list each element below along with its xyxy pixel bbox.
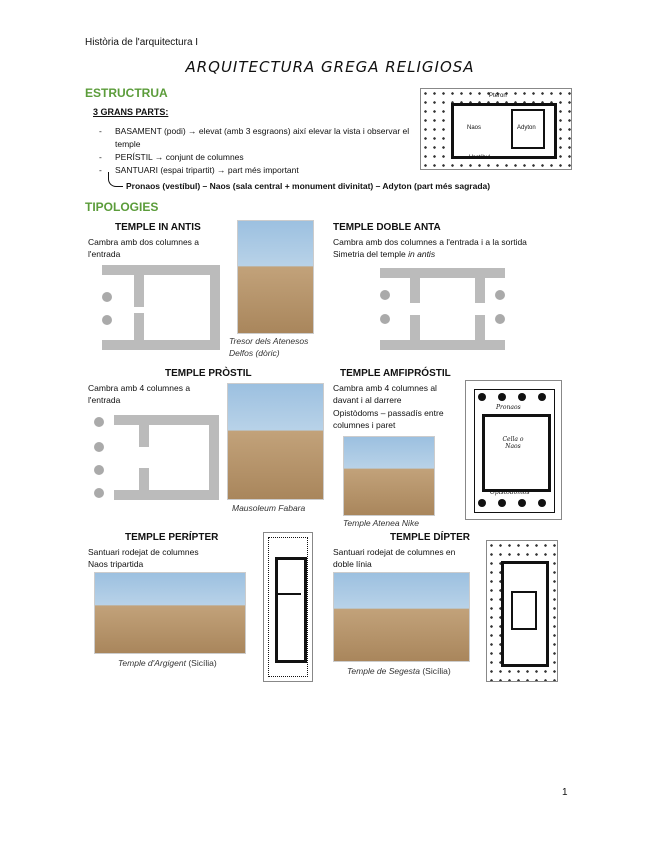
- dipter-desc: Santuari rodejat de columnes en doble línia: [333, 547, 456, 569]
- peripter-desc-2: Naos tripartida: [88, 559, 144, 569]
- amfiprostil-desc: Cambra amb 4 columnes al davant i al darrere: [333, 383, 437, 405]
- curved-arrow-icon: [108, 172, 123, 187]
- mausoleum-photo: [227, 383, 324, 500]
- doble-anta-desc-2: Simetria del temple in antis: [333, 249, 436, 259]
- peripter-caption: Temple d'Argigent (Sicília): [118, 658, 217, 668]
- dipter-plan: [486, 540, 558, 682]
- in-antis-caption: Tresor dels Atenesos Delfos (dòric): [229, 336, 309, 358]
- segesta-photo: [333, 572, 470, 662]
- amfiprostil-caption: Temple Atenea Nike: [343, 518, 419, 528]
- prostil-caption: Mausoleum Fabara: [232, 503, 306, 513]
- temple-parts-text: Pronaos (vestíbul) – Naos (sala central + monument divinitat) – Adyton (part més sagrada): [126, 181, 491, 191]
- plan-label: Opistodomos: [490, 489, 530, 496]
- prostil-desc: Cambra amb 4 columnes a l'entrada: [88, 383, 191, 405]
- list-item: - SANTUARI (espai tripartit) → part més important: [93, 164, 413, 177]
- dipter-caption: Temple de Segesta (Sicília): [347, 666, 451, 676]
- doble-anta-title: TEMPLE DOBLE ANTA: [333, 222, 441, 233]
- in-antis-plan: [102, 265, 220, 350]
- doble-anta-plan: [380, 268, 505, 350]
- plan-label: Pteron: [489, 93, 507, 99]
- temple-plan-diagram: [420, 88, 572, 170]
- structure-list: [93, 125, 413, 177]
- amfiprostil-title: TEMPLE AMFIPRÓSTIL: [340, 368, 451, 379]
- subheading-parts: 3 GRANS PARTS:: [93, 107, 169, 117]
- page-header: Història de l'arquitectura I: [85, 37, 199, 48]
- treasury-photo: [237, 220, 314, 334]
- plan-label: Adyton: [517, 125, 536, 131]
- dipter-title: TEMPLE DÍPTER: [390, 532, 471, 543]
- athena-nike-photo: [343, 436, 435, 516]
- plan-label: Pronaos: [496, 404, 521, 411]
- amfiprostil-desc-2: Opistòdoms – passadís entre columnes i paret: [333, 408, 444, 430]
- in-antis-title: TEMPLE IN ANTIS: [115, 222, 201, 233]
- list-item: - PERÍSTIL → conjunt de columnes: [93, 151, 413, 164]
- plan-label: Vestíbul: [469, 155, 491, 161]
- peripter-plan: [263, 532, 313, 682]
- in-antis-desc: Cambra amb dos columnes a l'entrada: [88, 237, 200, 259]
- plan-label: Naos: [467, 125, 482, 131]
- plan-label: Cella o Naos: [502, 436, 524, 450]
- prostil-plan: [94, 415, 219, 500]
- section-heading-typologies: TIPOLOGIES: [85, 200, 159, 214]
- section-heading-structure: ESTRUCTRUA: [85, 86, 168, 100]
- doble-anta-desc: Cambra amb dos columnes a l'entrada i a la sortida: [333, 237, 527, 247]
- prostil-title: TEMPLE PRÒSTIL: [165, 368, 252, 379]
- page-title: ARQUITECTURA GREGA RELIGIOSA: [185, 58, 475, 76]
- list-item: - BASAMENT (podi) → elevat (amb 3 esgraons) així elevar la vista i observar el temple: [93, 125, 413, 151]
- peripter-title: TEMPLE PERÍPTER: [125, 532, 219, 543]
- amfiprostil-plan: [465, 380, 562, 520]
- page-number: 1: [562, 787, 568, 798]
- argigent-photo: [94, 572, 246, 654]
- peripter-desc: Santuari rodejat de columnes: [88, 547, 199, 557]
